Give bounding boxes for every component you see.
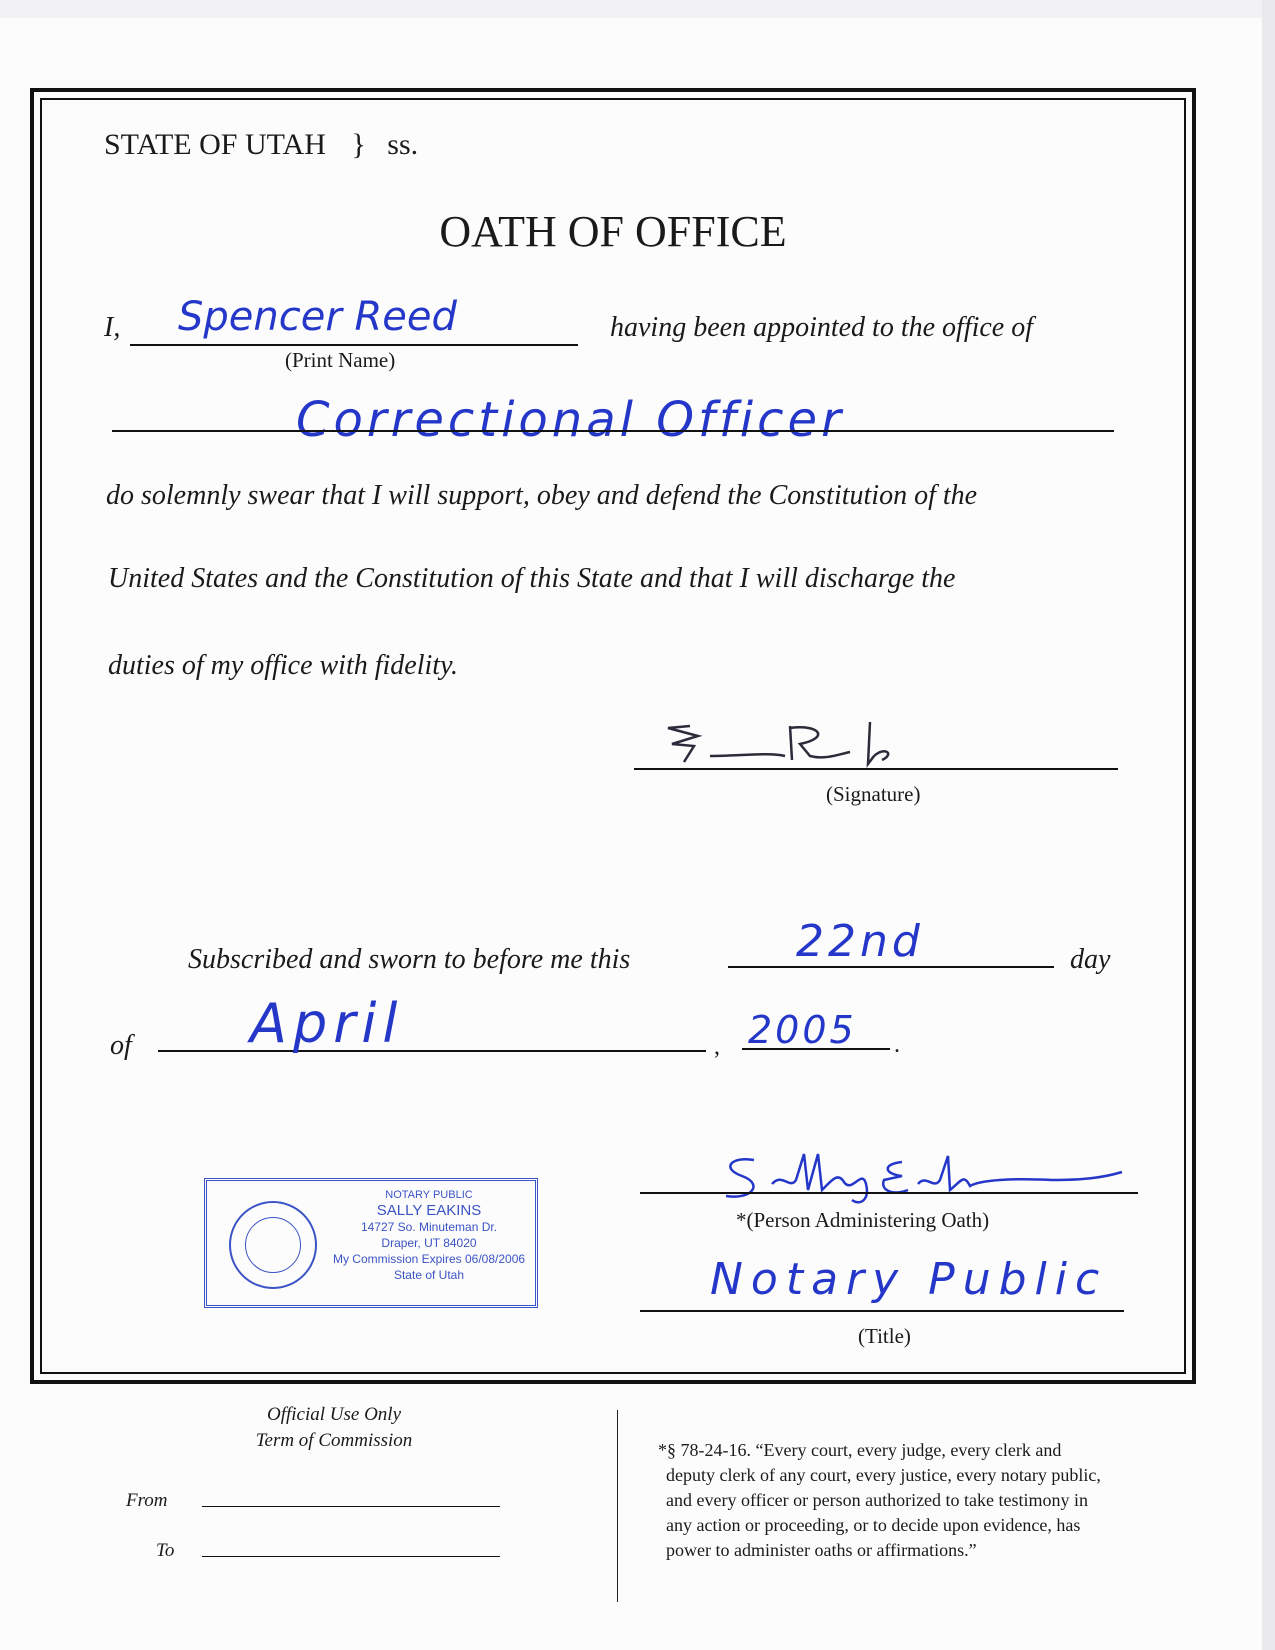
day-label: day xyxy=(1070,944,1111,975)
year-period: . xyxy=(894,1032,900,1058)
office-line xyxy=(112,430,1114,432)
stamp-text xyxy=(325,1187,533,1283)
office-value: Correctional Officer xyxy=(296,392,845,448)
statute-footnote xyxy=(658,1438,1101,1563)
to-field[interactable] xyxy=(202,1556,500,1557)
title-caption: (Title) xyxy=(858,1324,911,1348)
from-field[interactable] xyxy=(202,1506,500,1507)
term-heading: Term of Commission xyxy=(255,1430,413,1451)
oath-body-line-2: United States and the Constitution of this State and that I will discharge the xyxy=(108,563,956,594)
oath-prefix: I, xyxy=(104,312,121,343)
stamp-address: 14727 So. Minuteman Dr. xyxy=(360,1220,498,1234)
state-heading xyxy=(104,128,418,162)
month-line xyxy=(158,1050,706,1052)
oath-body-line-3: duties of my office with fidelity. xyxy=(108,650,458,681)
day-value: 22nd xyxy=(796,916,924,967)
subscribed-text: Subscribed and sworn to before me this xyxy=(188,944,631,975)
page-edge xyxy=(1262,0,1275,1650)
scilicet: ss. xyxy=(387,128,419,161)
appointed-text: having been appointed to the office of xyxy=(610,312,1034,343)
footnote-line: *§ 78-24-16. “Every court, every judge, every clerk and xyxy=(658,1440,1062,1460)
stamp-notary-public: NOTARY PUBLIC xyxy=(385,1189,473,1201)
print-name-line xyxy=(130,344,578,346)
footer-divider xyxy=(617,1410,618,1602)
administering-caption: *(Person Administering Oath) xyxy=(736,1208,990,1232)
to-label: To xyxy=(156,1540,175,1561)
brace: } xyxy=(351,128,366,161)
stamp-city: Draper, UT 84020 xyxy=(381,1236,477,1250)
official-use-heading: Official Use Only xyxy=(266,1404,402,1425)
stamp-notary-name: SALLY EAKINS xyxy=(376,1202,482,1219)
print-name-caption: (Print Name) xyxy=(285,348,396,372)
state-name: STATE OF UTAH xyxy=(104,128,326,161)
footnote-line: power to administer oaths or affirmations.” xyxy=(666,1540,977,1560)
signature-caption: (Signature) xyxy=(826,782,921,806)
footnote-line: deputy clerk of any court, every justice, every notary public, xyxy=(666,1465,1101,1485)
stamp-expiration: My Commission Expires 06/08/2006 xyxy=(332,1252,526,1266)
signature-line xyxy=(634,768,1118,770)
month-comma: , xyxy=(714,1034,720,1060)
page-title: OATH OF OFFICE xyxy=(439,207,787,256)
administering-line xyxy=(640,1192,1138,1194)
month-value: April xyxy=(250,992,404,1055)
footnote-line: any action or proceeding, or to decide upon evidence, has xyxy=(666,1515,1081,1535)
oath-body-line-1: do solemnly swear that I will support, obey and defend the Constitution of the xyxy=(106,480,978,511)
from-label: From xyxy=(126,1490,168,1511)
notary-stamp xyxy=(204,1178,538,1308)
title-line xyxy=(640,1310,1124,1312)
print-name-value: Spencer Reed xyxy=(178,294,457,340)
year-value: 2005 xyxy=(748,1008,857,1052)
title-value: Notary Public xyxy=(710,1254,1108,1305)
state-seal-icon xyxy=(229,1201,317,1289)
of-label: of xyxy=(110,1030,132,1061)
stamp-state: State of Utah xyxy=(393,1268,465,1282)
footnote-line: and every officer or person authorized to take testimony in xyxy=(666,1490,1089,1510)
